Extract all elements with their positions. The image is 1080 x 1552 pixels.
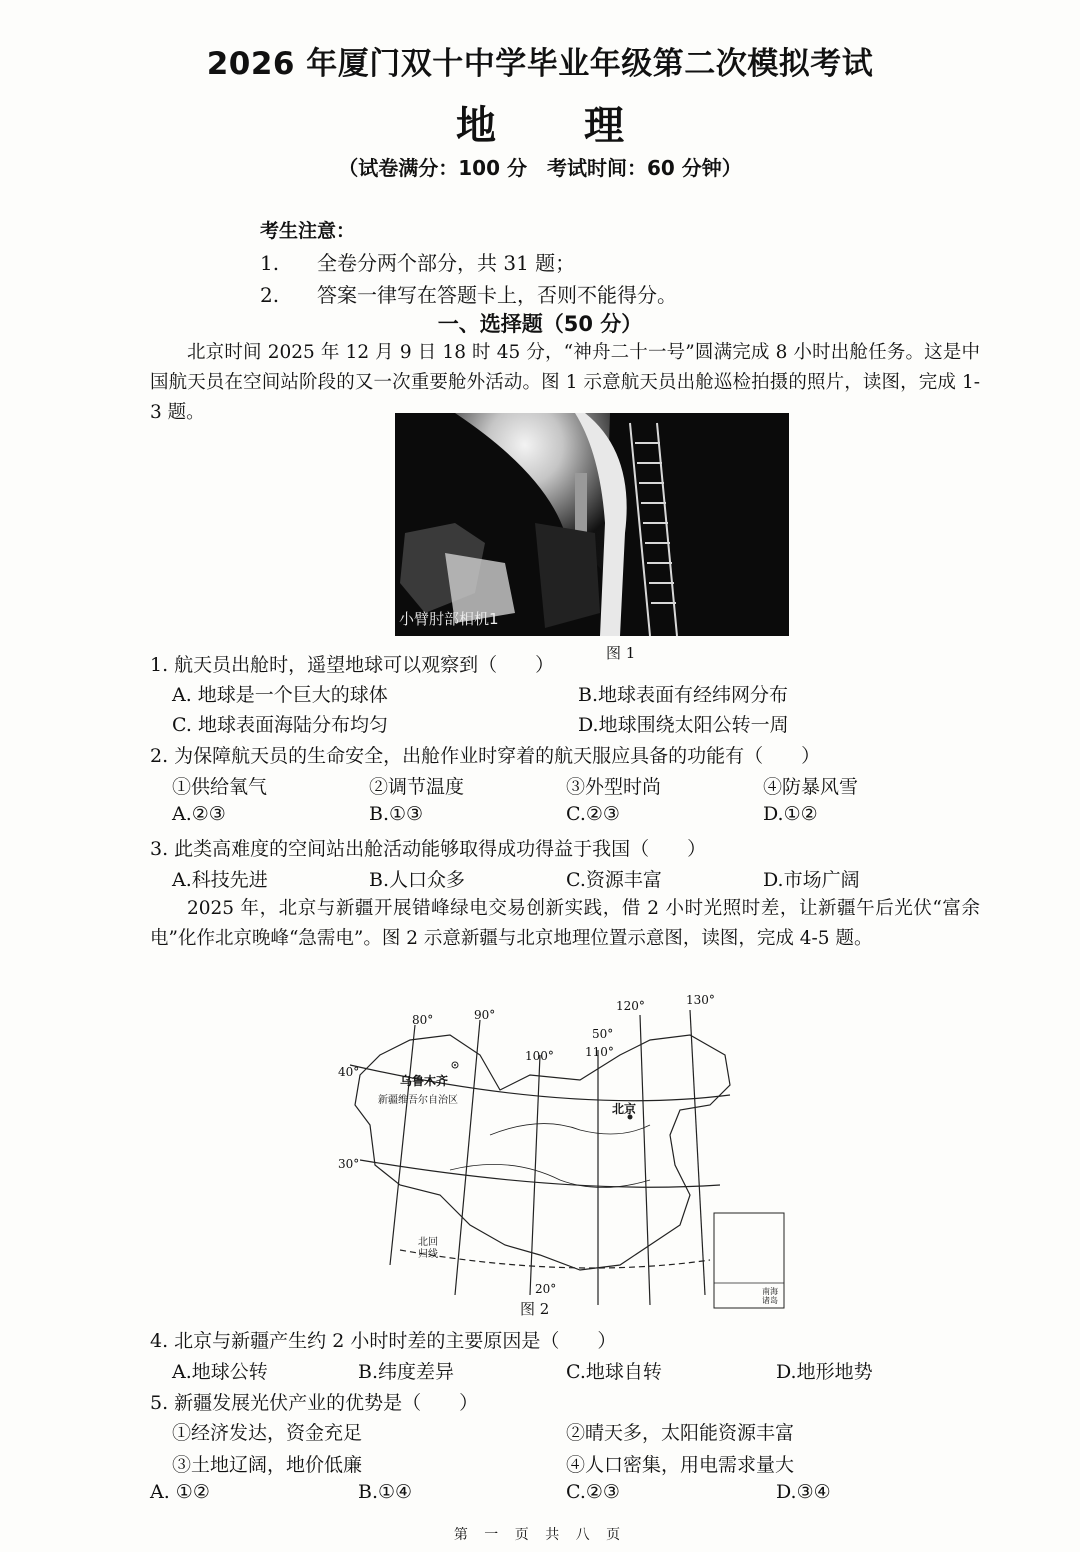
q1-option-c: C. 地球表面海陆分布均匀 xyxy=(172,714,388,736)
q2-item-3: ③外型时尚 xyxy=(566,776,662,798)
label-90: 90° xyxy=(474,1008,496,1022)
notice-item xyxy=(260,279,677,308)
q5-item-3: ③土地辽阔，地价低廉 xyxy=(172,1454,363,1476)
label-islands: 南海诸岛 xyxy=(762,1287,778,1305)
q5-item-1: ①经济发达，资金充足 xyxy=(172,1422,363,1444)
q2-item-4: ④防暴风雪 xyxy=(763,776,859,798)
label-30: 30° xyxy=(338,1157,360,1171)
q2-option-c: C.②③ xyxy=(566,803,620,825)
label-beijing: 北京 xyxy=(612,1102,637,1116)
label-20: 20° xyxy=(535,1282,557,1296)
q4-option-b: B.纬度差异 xyxy=(358,1361,455,1383)
label-xinjiang: 新疆维吾尔自治区 xyxy=(378,1095,458,1106)
q4-option-c: C.地球自转 xyxy=(566,1361,662,1383)
exam-info: （试卷满分：100 分 考试时间：60 分钟） xyxy=(338,156,742,180)
q3-option-b: B.人口众多 xyxy=(369,869,466,891)
q1-option-a: A. 地球是一个巨大的球体 xyxy=(172,684,388,706)
q1-option-b: B.地球表面有经纬网分布 xyxy=(578,684,789,706)
photo-overlay-label: 小臂肘部相机1 xyxy=(399,610,499,628)
q5-option-b: B.①④ xyxy=(358,1481,413,1503)
q5-option-a: A. ①② xyxy=(150,1481,210,1503)
q2-item-1: ①供给氧气 xyxy=(172,776,268,798)
q4-option-d: D.地形地势 xyxy=(776,1361,873,1383)
question-2-stem: 2. 为保障航天员的生命安全，出舱作业时穿着的航天服应具备的功能有（ ） xyxy=(150,745,821,767)
label-120: 120° xyxy=(616,999,645,1013)
q5-option-d: D.③④ xyxy=(776,1481,831,1503)
q2-option-d: D.①② xyxy=(763,803,818,825)
q3-option-a: A.科技先进 xyxy=(172,869,268,891)
question-5-stem: 5. 新疆发展光伏产业的优势是（ ） xyxy=(150,1392,479,1414)
label-40: 40° xyxy=(338,1065,360,1079)
notice-item xyxy=(260,247,575,276)
subject-char: 理 xyxy=(584,103,624,149)
q5-item-4: ④人口密集，用电需求量大 xyxy=(566,1454,795,1476)
notice-num: 1. xyxy=(260,251,280,275)
figure-2-caption: 图 2 xyxy=(520,1300,550,1318)
subject-char: 地 xyxy=(456,103,496,149)
label-80: 80° xyxy=(412,1013,434,1027)
spacewalk-photo xyxy=(395,413,789,636)
question-4-stem: 4. 北京与新疆产生约 2 小时时差的主要原因是（ ） xyxy=(150,1330,617,1352)
passage-2: 2025 年，北京与新疆开展错峰绿电交易创新实践，借 2 小时光照时差，让新疆午后光伏“富余电”化作北京晚峰“急需电”。图 2 示意新疆与北京地理位置示意图，读图，完成 4-5 题。 xyxy=(150,898,980,949)
q5-option-c: C.②③ xyxy=(566,1481,620,1503)
q1-option-d: D.地球围绕太阳公转一周 xyxy=(578,714,789,736)
q2-item-2: ②调节温度 xyxy=(369,776,465,798)
figure-1-caption: 图 1 xyxy=(606,644,636,662)
figure-2-map xyxy=(330,995,800,1310)
label-50: 50° xyxy=(592,1027,614,1041)
china-outline-map xyxy=(330,995,800,1310)
label-tropic: 北回归线 xyxy=(418,1237,438,1260)
question-3-stem: 3. 此类高难度的空间站出舱活动能够取得成功得益于我国（ ） xyxy=(150,838,707,860)
passage-1: 北京时间 2025 年 12 月 9 日 18 时 45 分，“神舟二十一号”圆满完成 8 小时出舱任务。这是中国航天员在空间站阶段的又一次重要舱外活动。图 1 示意航天员出舱巡检拍摄的照片，读图，完成 1-3 题。 xyxy=(150,342,980,423)
q5-item-2: ②晴天多，太阳能资源丰富 xyxy=(566,1422,795,1444)
notice-text: 全卷分两个部分，共 31 题； xyxy=(317,251,576,275)
notice-heading: 考生注意： xyxy=(260,220,356,242)
label-110: 110° xyxy=(585,1045,614,1059)
figure-1-photo xyxy=(395,413,789,636)
label-130: 130° xyxy=(686,993,715,1007)
q3-option-c: C.资源丰富 xyxy=(566,869,662,891)
question-1-stem: 1. 航天员出舱时，遥望地球可以观察到（ ） xyxy=(150,654,555,676)
notice-num: 2. xyxy=(260,283,280,307)
page-footer: 第 一 页 共 八 页 xyxy=(453,1527,627,1543)
q3-option-d: D.市场广阔 xyxy=(763,869,860,891)
label-100: 100° xyxy=(525,1049,554,1063)
subject-title xyxy=(0,94,1080,151)
q4-option-a: A.地球公转 xyxy=(172,1361,268,1383)
exam-title: 2026 年厦门双十中学毕业年级第二次模拟考试 xyxy=(206,46,874,82)
section-title: 一、选择题（50 分） xyxy=(437,312,643,336)
notice-text: 答案一律写在答题卡上，否则不能得分。 xyxy=(317,283,677,307)
label-urumqi: 乌鲁木齐 xyxy=(400,1074,449,1088)
q2-option-b: B.①③ xyxy=(369,803,424,825)
q2-option-a: A.②③ xyxy=(172,803,226,825)
